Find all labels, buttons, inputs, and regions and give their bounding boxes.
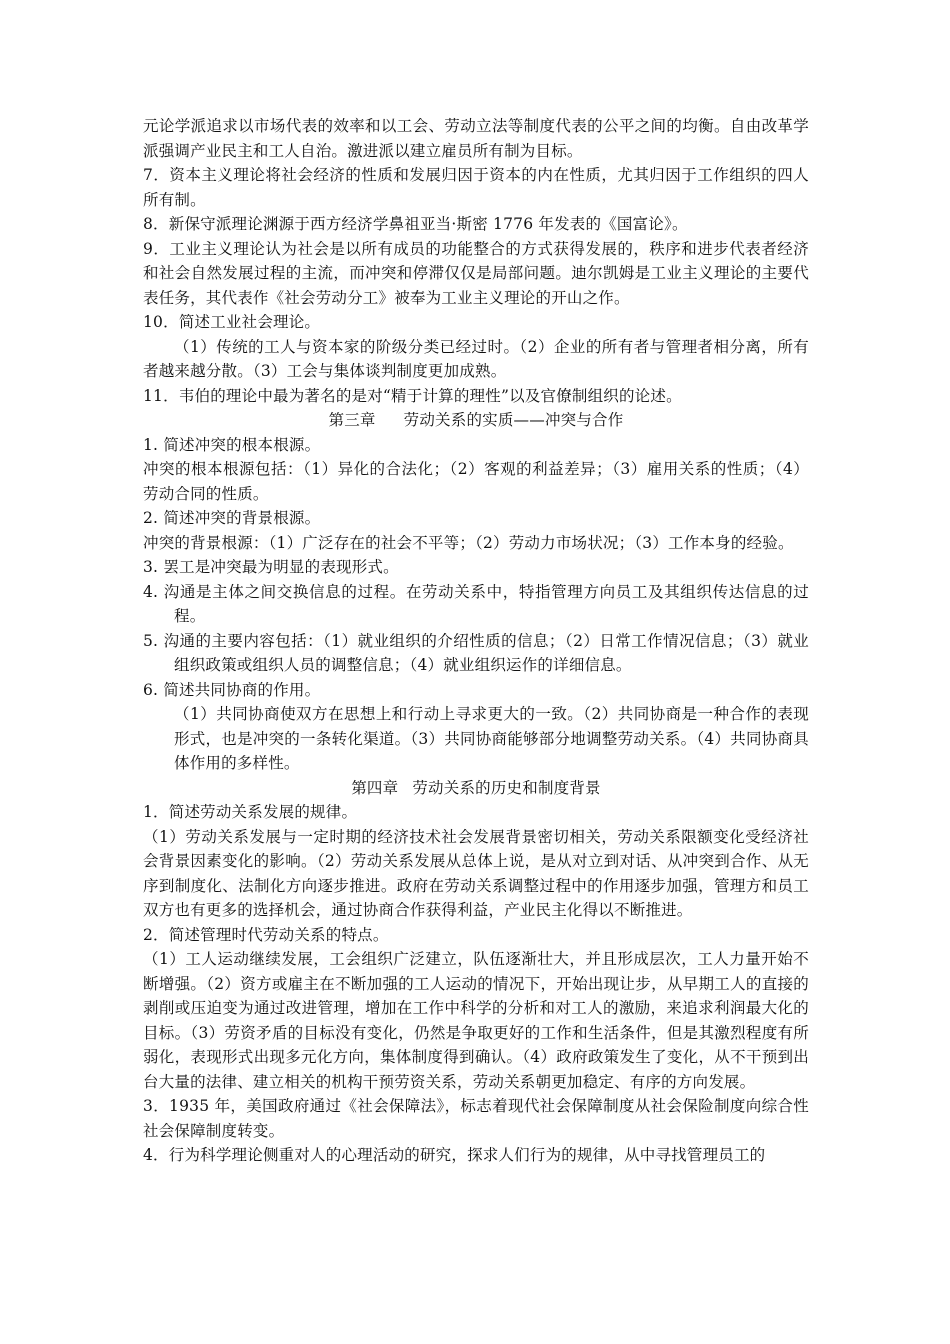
chapter-4-heading (143, 776, 809, 801)
paragraph-continuation: 元论学派追求以市场代表的效率和以工会、劳动立法等制度代表的公平之间的均衡。自由改革学派强调产业民主和工人自治。激进派以建立雇员所有制为目标。 (143, 117, 809, 160)
ch3-item-6-answer: （1）共同协商使双方在思想上和行动上寻求更大的一致。（2）共同协商是一种合作的表现形式，也是冲突的一条转化渠道。（3）共同协商能够部分地调整劳动关系。（4）共同协商具体作用的多样性。 (174, 705, 809, 772)
item-7-capitalism-theory: 7．资本主义理论将社会经济的性质和发展归因于资本的内在性质，尤其归因于工作组织的四人所有制。 (143, 166, 809, 209)
chapter-3-number: 第三章 (328, 411, 376, 429)
item-10-answer: （1）传统的工人与资本家的阶级分类已经过时。（2）企业的所有者与管理者相分离，所有者越来越分散。（3）工会与集体谈判制度更加成熟。 (143, 337, 809, 380)
item-11-weber-theory: 11．韦伯的理论中最为著名的是对“精于计算的理性”以及官僚制组织的论述。 (143, 386, 682, 405)
item-9-industrialism-theory: 9．工业主义理论认为社会是以所有成员的功能整合的方式获得发展的，秩序和进步代表者经济和社会自然发展过程的主流，而冲突和停滞仅仅是局部问题。迪尔凯姆是工业主义理论的主要代表任务，其代表作《社会劳动分工》被奉为工业主义理论的开山之作。 (143, 239, 809, 307)
item-8-neoconservative-theory: 8．新保守派理论渊源于西方经济学鼻祖亚当·斯密 1776 年发表的《国富论》。 (143, 215, 688, 233)
ch3-item-1-answer: 冲突的根本根源包括：（1）异化的合法化；（2）客观的利益差异；（3）雇用关系的性质；（4）劳动合同的性质。 (143, 460, 809, 503)
ch4-item-2-question: 2．简述管理时代劳动关系的特点。 (143, 925, 389, 944)
ch3-item-5: 5. 沟通的主要内容包括：（1）就业组织的介绍性质的信息；（2）日常工作情况信息；（3）就业组织政策或组织人员的调整信息；（4）就业组织运作的详细信息。 (143, 631, 809, 674)
item-10-question: 10．简述工业社会理论。 (143, 313, 321, 331)
document-page (143, 114, 809, 1168)
ch3-item-2-question: 2. 简述冲突的背景根源。 (143, 509, 321, 527)
ch4-item-2-answer: （1）工人运动继续发展，工会组织广泛建立，队伍逐渐壮大，并且形成层次，工人力量开始不断增强。（2）资方或雇主在不断加强的工人运动的情况下，开始出现让步，从早期工人的直接的剥削或压迫变为通过改进管理，增加在工作中科学的分析和对工人的激励，来追求利润最大化的目标。（3）劳资矛盾的目标没有变化，仍然是争取更好的工作和生活条件，但是其激烈程度有所弱化，表现形式出现多元化方向，集体制度得到确认。（4）政府政策发生了变化，从不干预到出台大量的法律、建立相关的机构干预劳资关系，劳动关系朝更加稳定、有序的方向发展。 (143, 950, 809, 1091)
ch4-item-1-answer: （1）劳动关系发展与一定时期的经济技术社会发展背景密切相关，劳动关系限额变化受经济社会背景因素变化的影响。（2）劳动关系发展从总体上说，是从对立到对话、从冲突到合作、从无序到制度化、法制化方向逐步推进。政府在劳动关系调整过程中的作用逐步加强，管理方和员工双方也有更多的选择机会，通过协商合作获得利益，产业民主化得以不断推进。 (143, 827, 809, 919)
ch3-item-4: 4. 沟通是主体之间交换信息的过程。在劳动关系中，特指管理方向员工及其组织传达信息的过程。 (143, 582, 809, 625)
chapter-3-title: 劳动关系的实质——冲突与合作 (403, 411, 624, 429)
chapter-4-title: 劳动关系的历史和制度背景 (412, 778, 601, 797)
ch4-item-4: 4．行为科学理论侧重对人的心理活动的研究，探求人们行为的规律，从中寻找管理员工的 (143, 1146, 766, 1164)
ch4-item-3: 3．1935 年，美国政府通过《社会保障法》，标志着现代社会保障制度从社会保险制度向综合性社会保障制度转变。 (143, 1097, 809, 1140)
ch3-item-3: 3. 罢工是冲突最为明显的表现形式。 (143, 558, 399, 576)
ch4-item-1-question: 1．简述劳动关系发展的规律。 (143, 803, 358, 821)
ch3-item-6-question: 6. 简述共同协商的作用。 (143, 680, 321, 699)
chapter-4-number: 第四章 (351, 778, 399, 797)
ch3-item-1-question: 1. 简述冲突的根本根源。 (143, 435, 321, 454)
chapter-3-heading (143, 408, 809, 433)
ch3-item-2-answer: 冲突的背景根源：（1）广泛存在的社会不平等；（2）劳动力市场状况；（3）工作本身的经验。 (143, 533, 794, 552)
